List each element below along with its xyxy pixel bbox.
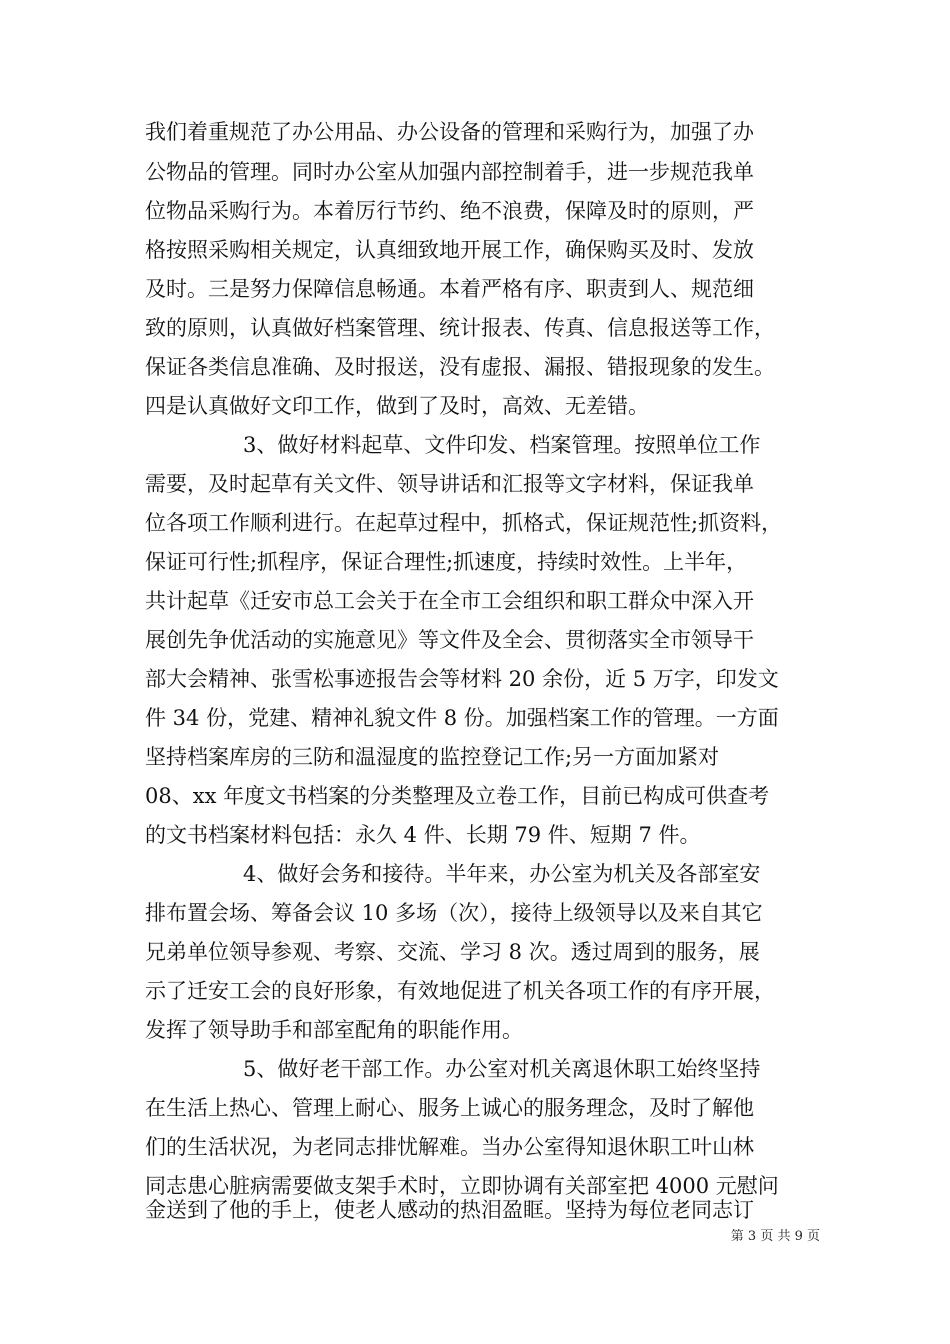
text-line: 位各项工作顺利进行。在起草过程中，抓格式，保证规范性;抓资料， — [145, 511, 783, 535]
text-line: 件 34 份，党建、精神礼貌文件 8 份。加强档案工作的管理。一方面 — [145, 706, 779, 730]
text-line: 我们着重规范了办公用品、办公设备的管理和采购行为，加强了办 — [145, 120, 754, 144]
paragraph-heading-5: 5、做好老干部工作。办公室对机关离退休职工始终坚持 — [243, 1057, 761, 1081]
text-line: 发挥了领导助手和部室配角的职能作用。 — [145, 1018, 523, 1042]
text-line: 们的生活状况，为老同志排忧解难。当办公室得知退休职工叶山林 — [145, 1135, 754, 1159]
text-line: 同志患心脏病需要做支架手术时，立即协调有关部室把 4000 元慰问 — [145, 1174, 779, 1198]
text-line: 排布置会场、筹备会议 10 多场（次），接待上级领导以及来自其它 — [145, 901, 763, 925]
text-line: 保证可行性;抓程序，保证合理性;抓速度，持续时效性。上半年， — [145, 550, 748, 574]
paragraph-heading-4: 4、做好会务和接待。半年来，办公室为机关及各部室安 — [243, 862, 761, 886]
text-line: 兄弟单位领导参观、考察、交流、学习 8 次。透过周到的服务，展 — [145, 940, 760, 964]
text-line: 在生活上热心、管理上耐心、服务上诚心的服务理念，及时了解他 — [145, 1096, 754, 1120]
text-line: 致的原则，认真做好档案管理、统计报表、传真、信息报送等工作， — [145, 316, 775, 340]
text-line: 共计起草《迁安市总工会关于在全市工会组织和职工群众中深入开 — [145, 589, 754, 613]
text-line: 需要，及时起草有关文件、领导讲话和汇报等文字材料，保证我单 — [145, 472, 754, 496]
text-line: 展创先争优活动的实施意见》等文件及全会、贯彻落实全市领导干 — [145, 628, 754, 652]
paragraph-heading-3: 3、做好材料起草、文件印发、档案管理。按照单位工作 — [243, 433, 761, 457]
text-line: 的文书档案材料包括：永久 4 件、长期 79 件、短期 7 件。 — [145, 823, 701, 847]
text-line: 位物品采购行为。本着厉行节约、绝不浪费，保障及时的原则，严 — [145, 199, 754, 223]
text-line: 部大会精神、张雪松事迹报告会等材料 20 余份，近 5 万字，印发文 — [145, 667, 779, 691]
text-line: 坚持档案库房的三防和温湿度的监控登记工作;另一方面加紧对 — [145, 745, 720, 769]
text-line: 金送到了他的手上，使老人感动的热泪盈眶。坚持为每位老同志订 — [145, 1198, 754, 1222]
text-line: 四是认真做好文印工作，做到了及时，高效、无差错。 — [145, 394, 649, 418]
text-line: 及时。三是努力保障信息畅通。本着严格有序、职责到人、规范细 — [145, 277, 754, 301]
text-line: 08、xx 年度文书档案的分类整理及立卷工作，目前已构成可供查考 — [145, 784, 770, 808]
text-line: 格按照采购相关规定，认真细致地开展工作，确保购买及时、发放 — [145, 238, 754, 262]
text-line: 公物品的管理。同时办公室从加强内部控制着手，进一步规范我单 — [145, 160, 754, 184]
page-number: 第 3 页 共 9 页 — [730, 1229, 820, 1244]
text-line: 保证各类信息准确、及时报送，没有虚报、漏报、错报现象的发生。 — [145, 355, 775, 379]
text-line: 示了迁安工会的良好形象，有效地促进了机关各项工作的有序开展， — [145, 979, 775, 1003]
